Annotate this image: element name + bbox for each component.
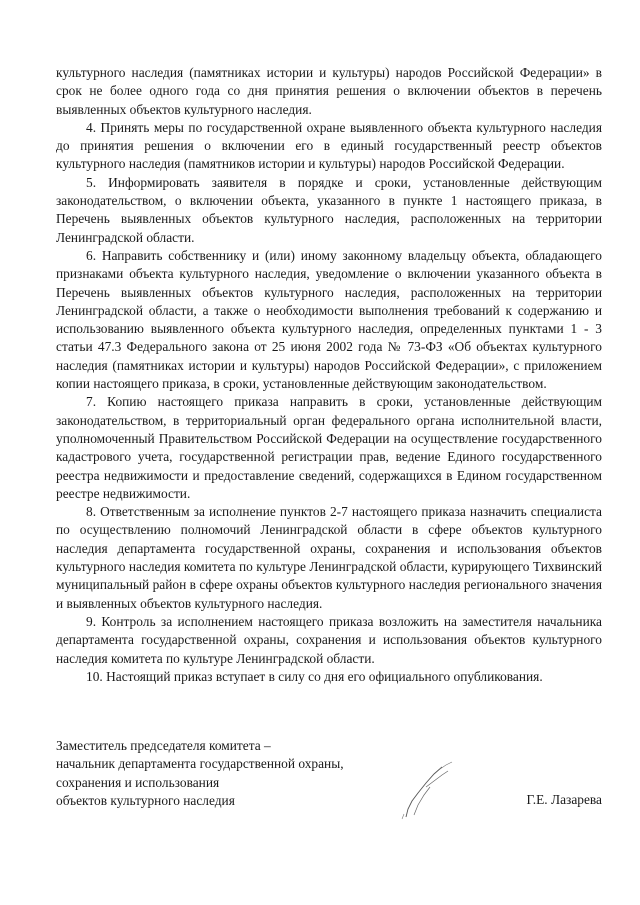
paragraph-item-4: 4. Принять меры по государственной охране выявленного объекта культурного наследия до принятия решения о включении его в единый государственный реестр объектов культурного наследия (памятников истории и культуры) народов Российской Федерации. <box>56 119 602 172</box>
document-body <box>56 64 602 686</box>
paragraph-item-6: 6. Направить собственнику и (или) иному законному владельцу объекта, обладающего признаками объекта культурного наследия, уведомление о включении указанного объекта в Перечень выявленных объектов культурного наследия, расположенных на территории Ленинградской области, а также о необходимости выполнения требований к содержанию и использованию выявленного объекта культурного наследия, определенных пунктами 1 - 3 статьи 47.3 Федерального закона от 25 июня 2002 года № 73-ФЗ «Об объектах культурного наследия (памятниках истории и культуры) народов Российской Федерации», с приложением копии настоящего приказа, в сроки, установленные действующим законодательством. <box>56 247 602 392</box>
paragraph-item-7: 7. Копию настоящего приказа направить в сроки, установленные действующим законодательством, в территориальный орган федерального органа исполнительной власти, уполномоченный Правительством Российской Федерации на осуществление государственного кадастрового учета, государственной регистрации прав, ведение Единого государственного реестра недвижимости и предоставление сведений, содержащихся в Едином государственном реестре недвижимости. <box>56 394 602 501</box>
paragraph-continuation: культурного наследия (памятниках истории и культуры) народов Российской Федерации» в срок не более одного года со дня принятия решения о включении объектов в перечень выявленных объектов культурного наследия. <box>56 65 602 117</box>
signatory-position-line: сохранения и использования <box>56 774 220 790</box>
signature-block <box>56 737 602 817</box>
signatory-position-line: Заместитель председателя комитета – <box>56 738 271 753</box>
paragraph-item-8: 8. Ответственным за исполнение пунктов 2-7 настоящего приказа назначить специалиста по осуществлению полномочий Ленинградской области в сфере объектов культурного наследия департамента государственной охраны, сохранения и использования объектов культурного наследия комитета по культуре Ленинградской области, курирующего Тихвинский муниципальный район в сфере охраны объектов культурного наследия регионального значения и выявленных объектов культурного наследия. <box>56 504 602 611</box>
paragraph-item-9: 9. Контроль за исполнением настоящего приказа возложить на заместителя начальника департамента государственной охраны, сохранения и использования объектов культурного наследия комитета по культуре Ленинградской области. <box>56 613 602 666</box>
handwritten-signature <box>396 757 476 821</box>
signatory-position-line: объектов культурного наследия <box>56 792 235 808</box>
signatory-name: Г.Е. Лазарева <box>526 792 602 807</box>
signatory-position <box>56 737 344 810</box>
signatory-position-line: начальник департамента государственной охраны, <box>56 756 344 772</box>
paragraph-item-5: 5. Информировать заявителя в порядке и сроки, установленные действующим законодательством, о включении объекта, указанного в пункте 1 настоящего приказа, в Перечень выявленных объектов культурного наследия, расположенных на территории Ленинградской области. <box>56 174 602 245</box>
paragraph-item-10: 10. Настоящий приказ вступает в силу со дня его официального опубликования. <box>86 668 543 684</box>
